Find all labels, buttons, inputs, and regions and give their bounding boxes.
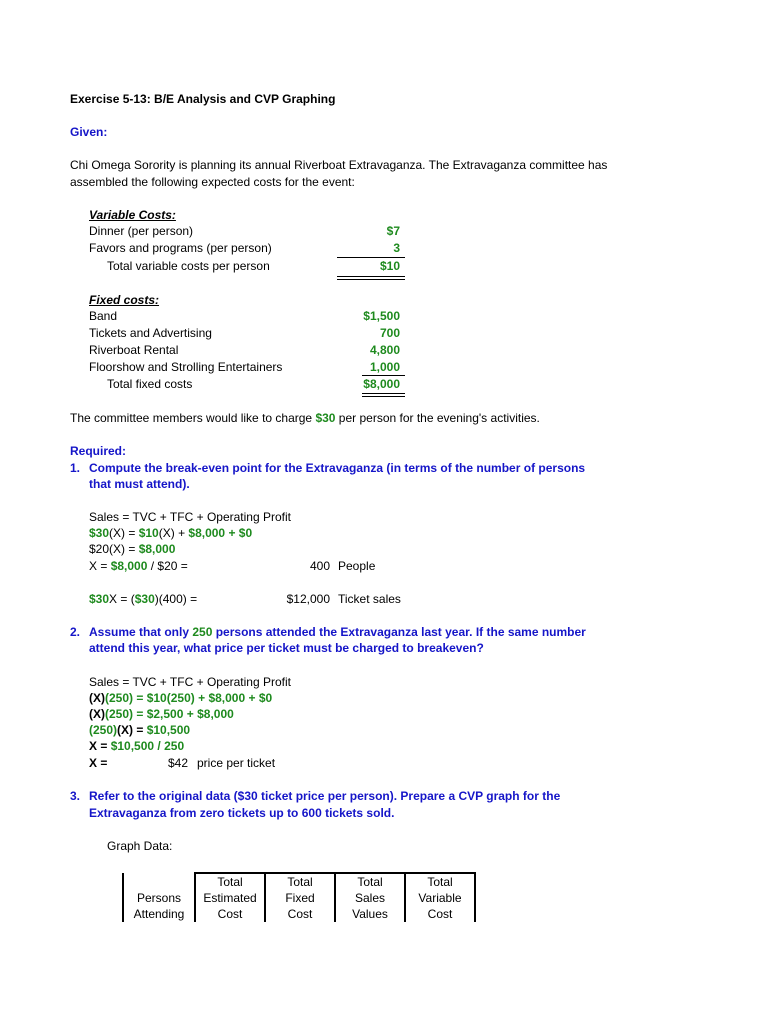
column-header-persons: Persons Attending xyxy=(123,873,195,922)
price-value: $42 xyxy=(167,756,188,770)
variable-item-value: $7 xyxy=(386,224,400,238)
intro-line-2: assembled the following expected costs for the event: xyxy=(70,175,355,189)
subtotal-rule xyxy=(362,375,405,376)
variable-total-value: $10 xyxy=(379,259,400,273)
equation-line: (X)(250) = $2,500 + $8,000 xyxy=(89,707,234,721)
question-2-text: attend this year, what price per ticket must be charged to breakeven? xyxy=(89,641,484,655)
total-double-rule xyxy=(337,276,405,277)
column-header-total-estimated-cost: Total Estimated Cost xyxy=(195,873,265,922)
fixed-item-label: Riverboat Rental xyxy=(89,343,179,357)
variable-item-label: Favors and programs (per person) xyxy=(89,241,272,255)
graph-data-table xyxy=(122,872,476,922)
fixed-total-value: $8,000 xyxy=(363,377,400,391)
ticket-price: $30 xyxy=(315,411,336,425)
variable-costs-heading: Variable Costs: xyxy=(89,208,176,222)
question-1-text: that must attend). xyxy=(89,477,190,491)
charge-sentence xyxy=(70,411,540,426)
question-2-text: Assume that only 250 persons attended the Extravaganza last year. If the same number xyxy=(89,625,586,639)
equation-line: $30X = ($30)(400) = xyxy=(89,592,198,606)
variable-item-label: Dinner (per person) xyxy=(89,224,194,238)
question-1-text: Compute the break-even point for the Extravaganza (in terms of the number of persons xyxy=(89,461,586,475)
charge-text: per person for the evening's activities. xyxy=(335,411,540,425)
equation-label: X = xyxy=(89,756,108,770)
column-header-total-sales-values: Total Sales Values xyxy=(335,873,405,922)
variable-total-label: Total variable costs per person xyxy=(107,259,270,273)
sales-value: $12,000 xyxy=(286,592,330,606)
fixed-item-value: 700 xyxy=(379,326,400,340)
unit-label: price per ticket xyxy=(197,756,276,770)
unit-label: Ticket sales xyxy=(338,592,401,606)
question-number: 3. xyxy=(70,789,81,803)
fixed-item-label: Floorshow and Strolling Entertainers xyxy=(89,360,283,374)
intro-line-1: Chi Omega Sorority is planning its annual Riverboat Extravaganza. The Extravaganza committee has xyxy=(70,158,608,172)
required-heading: Required: xyxy=(70,444,127,458)
equation-line: X = $8,000 / $20 = xyxy=(89,559,188,573)
question-3-text: Refer to the original data ($30 ticket price per person). Prepare a CVP graph for the xyxy=(89,789,561,803)
fixed-total-label: Total fixed costs xyxy=(107,377,193,391)
equation-line: (X)(250) = $10(250) + $8,000 + $0 xyxy=(89,691,273,705)
question-3-text: Extravaganza from zero tickets up to 600 tickets sold. xyxy=(89,806,395,820)
total-double-rule xyxy=(362,393,405,394)
equation-line: X = $10,500 / 250 xyxy=(89,739,185,753)
total-double-rule xyxy=(337,279,405,280)
equation-line: $20(X) = $8,000 xyxy=(89,542,176,556)
variable-item-value: 3 xyxy=(393,241,400,255)
page-title: Exercise 5-13: B/E Analysis and CVP Graphing xyxy=(70,92,336,106)
fixed-item-value: $1,500 xyxy=(363,309,400,323)
column-header-total-variable-cost: Total Variable Cost xyxy=(405,873,475,922)
equation-line: $30(X) = $10(X) + $8,000 + $0 xyxy=(89,526,253,540)
fixed-item-value: 1,000 xyxy=(369,360,400,374)
breakeven-value: 400 xyxy=(309,559,330,573)
graph-data-label: Graph Data: xyxy=(107,839,173,853)
question-number: 1. xyxy=(70,461,81,475)
total-double-rule xyxy=(362,396,405,397)
fixed-item-label: Tickets and Advertising xyxy=(89,326,212,340)
fixed-item-value: 4,800 xyxy=(369,343,400,357)
equation-line: (250)(X) = $10,500 xyxy=(89,723,191,737)
unit-label: People xyxy=(338,559,376,573)
subtotal-rule xyxy=(337,257,405,258)
fixed-costs-heading: Fixed costs: xyxy=(89,293,160,307)
column-header-total-fixed-cost: Total Fixed Cost xyxy=(265,873,335,922)
cvp-formula: Sales = TVC + TFC + Operating Profit xyxy=(89,675,291,689)
fixed-item-label: Band xyxy=(89,309,118,323)
question-number: 2. xyxy=(70,625,81,639)
cvp-formula: Sales = TVC + TFC + Operating Profit xyxy=(89,510,291,524)
given-heading: Given: xyxy=(70,125,108,139)
charge-text: The committee members would like to charge xyxy=(70,411,316,425)
